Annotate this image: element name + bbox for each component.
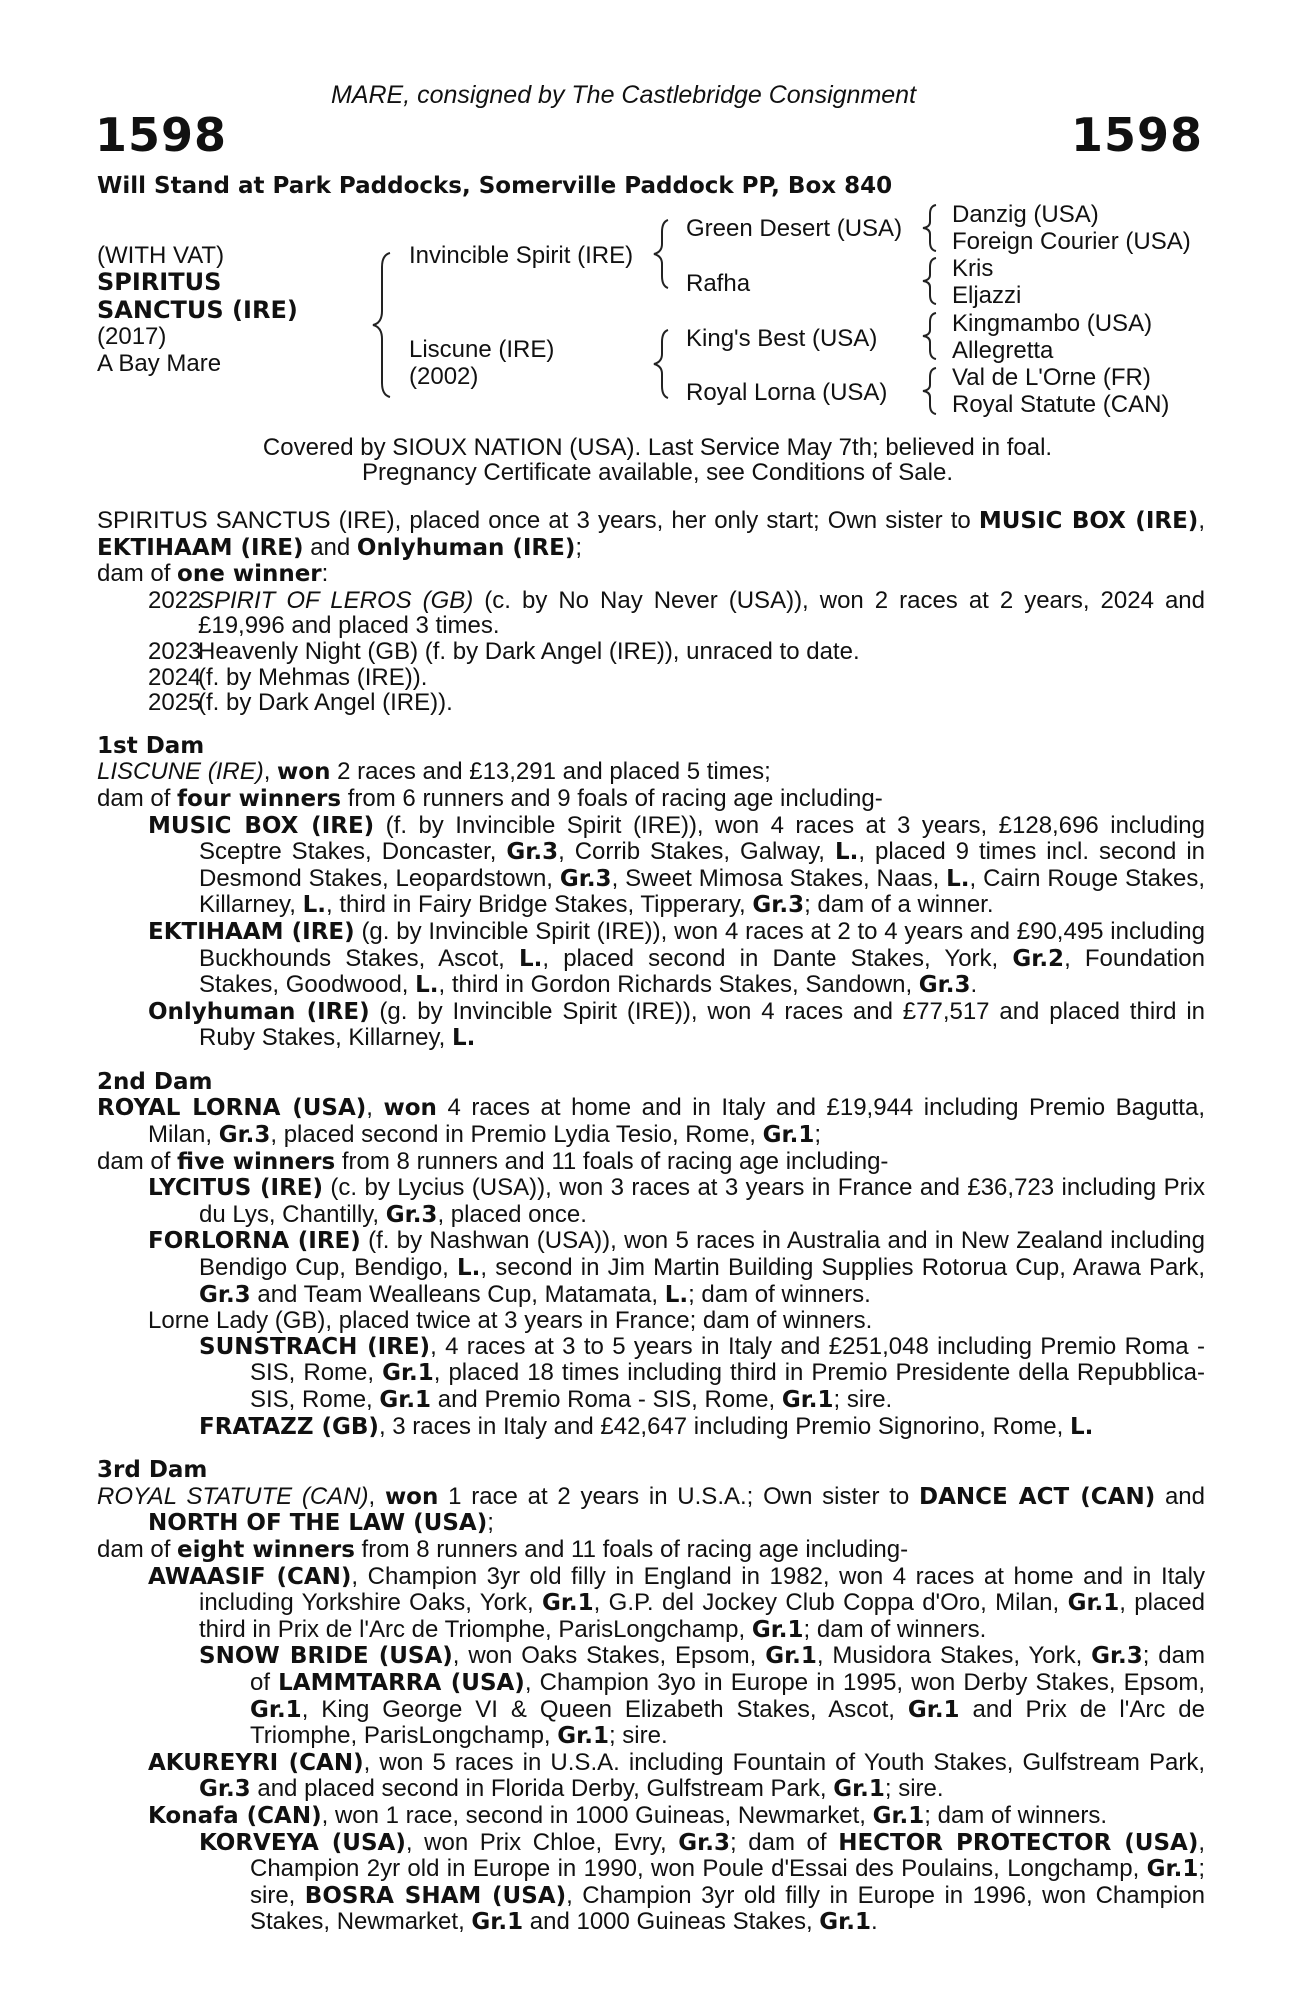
third-dam-summary: ROYAL STATUTE (CAN), won 1 race at 2 years in U.S.A.; Own sister to DANCE ACT (CAN) and NORTH OF THE LAW (USA); — [97, 1482, 1206, 1537]
lot-number-left: 1598 — [95, 108, 228, 162]
sibling-music-box: MUSIC BOX (IRE) — [978, 508, 1199, 534]
sire-dam-dam: Eljazzi — [952, 282, 1022, 309]
intro-paragraph: SPIRITUS SANCTUS (IRE), placed once at 3 years, her only start; Own sister to MUSIC BOX (IRE), EKTIHAAM (IRE) and Onlyhuman (IRE); — [97, 507, 1205, 561]
covered-line2: Pregnancy Certificate available, see Conditions of Sale. — [362, 459, 953, 486]
produce-entry: Onlyhuman (IRE) (g. by Invincible Spirit (IRE)), won 4 races and £77,517 and placed third in Ruby Stakes, Killarney, L. — [148, 997, 1205, 1052]
dam-dam-sire: Val de L'Orne (FR) — [952, 364, 1151, 391]
third-dam-heading: 3rd Dam — [97, 1457, 208, 1484]
second-dam-summary: ROYAL LORNA (USA), won 4 races at home and in Italy and £19,944 including Premio Bagutta, Milan, Gr.3, placed second in Premio Lydia Tesio, Rome, Gr.1; — [97, 1094, 1205, 1149]
pedigree-brace-sire — [648, 214, 678, 294]
sire-dam: Rafha — [686, 270, 751, 297]
horse-year: (2017) — [97, 323, 167, 350]
consignor-subtitle: MARE, consigned by The Castlebridge Consignment — [331, 81, 917, 109]
produce-entry: AKUREYRI (CAN), won 5 races in U.S.A. including Fountain of Youth Stakes, Gulfstream Park, Gr.3 and placed second in Florida Derby, Gulfstream Park, Gr.1; sire. — [148, 1748, 1205, 1803]
pedigree-brace-ss — [916, 200, 944, 256]
produce-entry: Konafa (CAN), won 1 race, second in 1000 Guineas, Newmarket, Gr.1; dam of winners. — [148, 1801, 1108, 1829]
lot-number-right: 1598 — [1070, 108, 1203, 162]
covered-line1: Covered by SIOUX NATION (USA). Last Service May 7th; believed in foal. — [262, 434, 1053, 461]
grand-produce-entry: SNOW BRIDE (USA), won Oaks Stakes, Epsom, Gr.1, Musidora Stakes, York, Gr.3; dam of LAMMTARRA (USA), Champion 3yo in Europe in 1995, won Derby Stakes, Epsom, Gr.1, King George VI & Queen Elizabeth Stakes, Ascot, Gr.1 and Prix de l'Arc de Triomphe, ParisLongchamp, Gr.1; sire. — [199, 1642, 1206, 1750]
progeny-row: 2024 (f. by Mehmas (IRE)). — [148, 663, 428, 691]
pedigree-brace-sd — [916, 253, 944, 309]
dam-sire-sire: Kingmambo (USA) — [952, 310, 1153, 337]
dam-dam-dam: Royal Statute (CAN) — [952, 391, 1170, 418]
progeny-row: 2022 SPIRIT OF LEROS (GB) (c. by No Nay Never (USA)), won 2 races at 2 years, 2024 and £19,996 and placed 3 times. — [148, 586, 1206, 640]
pedigree-brace-ds — [916, 308, 944, 364]
sire-sire: Green Desert (USA) — [686, 215, 903, 242]
dam-dam: Royal Lorna (USA) — [686, 379, 888, 406]
progeny-row: 2023 Heavenly Night (GB) (f. by Dark Angel (IRE)), unraced to date. — [148, 637, 860, 665]
produce-entry: AWAASIF (CAN), Champion 3yr old filly in England in 1982, won 4 races at home and in Italy including Yorkshire Oaks, York, Gr.1, G.P. del Jockey Club Coppa d'Oro, Milan, Gr.1, placed third in Prix de l'Arc de Triomphe, ParisLongchamp, Gr.1; dam of winners. — [148, 1562, 1206, 1643]
first-dam-heading: 1st Dam — [97, 732, 205, 759]
pedigree-brace-dam — [648, 324, 678, 404]
sire-sire-sire: Danzig (USA) — [952, 201, 1099, 228]
produce-entry: MUSIC BOX (IRE) (f. by Invincible Spirit (IRE)), won 4 races at 3 years, £128,696 including Sceptre Stakes, Doncaster, Gr.3, Corrib Stakes, Galway, L., placed 9 times incl. second in Desmond Stakes, Leopardstown, Gr.3, Sweet Mimosa Stakes, Naas, L., Cairn Rouge Stakes, Killarney, L., third in Fairy Bridge Stakes, Tipperary, Gr.3; dam of a winner. — [148, 811, 1205, 919]
grand-produce-entry: SUNSTRACH (IRE), 4 races at 3 to 5 years in Italy and £251,048 including Premio Roma - SIS, Rome, Gr.1, placed 18 times including third in Premio Presidente della Repubblica-SIS, Rome, Gr.1 and Premio Roma - SIS, Rome, Gr.1; sire. — [199, 1332, 1206, 1413]
produce-entry: LYCITUS (IRE) (c. by Lycius (USA)), won 3 races at 3 years in France and £36,723 including Prix du Lys, Chantilly, Gr.3, placed once. — [148, 1174, 1205, 1228]
grand-produce-entry: KORVEYA (USA), won Prix Chloe, Evry, Gr.3; dam of HECTOR PROTECTOR (USA), Champion 2yr old in Europe in 1990, won Poule d'Essai des Poulains, Longchamp, Gr.1; sire, BOSRA SHAM (USA), Champion 3yr old filly in Europe in 1996, won Champion Stakes, Newmarket, Gr.1 and 1000 Guineas Stakes, Gr.1. — [199, 1828, 1206, 1936]
intro-dam-of: dam of one winner: — [97, 560, 329, 588]
horse-description: A Bay Mare — [97, 350, 222, 377]
produce-entry: EKTIHAAM (IRE) (g. by Invincible Spirit (IRE)), won 4 races at 2 to 4 years and £90,495 including Buckhounds Stakes, Ascot, L., placed second in Dante Stakes, York, Gr.2, Foundation Stakes, Goodwood, L., third in Gordon Richards Stakes, Sandown, Gr.3. — [148, 917, 1206, 999]
sire-name: Invincible Spirit (IRE) — [409, 242, 634, 269]
progeny-row: 2025 (f. by Dark Angel (IRE)). — [148, 689, 453, 717]
produce-entry: Lorne Lady (GB), placed twice at 3 years in France; dam of winners. — [148, 1307, 873, 1335]
sire-dam-sire: Kris — [952, 255, 994, 282]
sire-sire-dam: Foreign Courier (USA) — [952, 228, 1191, 255]
third-dam-produce: dam of eight winners from 8 runners and 11 foals of racing age including- — [97, 1535, 909, 1563]
grand-produce-entry: FRATAZZ (GB), 3 races in Italy and £42,647 including Premio Signorino, Rome, L. — [199, 1412, 1094, 1440]
dam-sire-dam: Allegretta — [952, 337, 1054, 364]
pedigree-brace-main — [360, 245, 400, 405]
horse-name-line2: SANCTUS (IRE) — [97, 296, 298, 324]
first-dam-summary: LISCUNE (IRE), won 2 races and £13,291 and placed 5 times; — [97, 758, 771, 786]
vat-label: (WITH VAT) — [97, 242, 225, 269]
sibling-onlyhuman: Onlyhuman (IRE) — [356, 534, 576, 561]
first-dam-produce: dam of four winners from 6 runners and 9 foals of racing age including- — [97, 784, 883, 812]
dam-year: (2002) — [409, 363, 479, 390]
horse-name-line1: SPIRITUS — [97, 268, 222, 296]
second-dam-produce: dam of five winners from 8 runners and 11 foals of racing age including- — [97, 1147, 889, 1175]
pedigree-brace-dd — [916, 363, 944, 419]
catalogue-body — [97, 508, 1205, 1936]
produce-entry: FORLORNA (IRE) (f. by Nashwan (USA)), won 5 races in Australia and in New Zealand including Bendigo Cup, Bendigo, L., second in Jim Martin Building Supplies Rotorua Cup, Arawa Park, Gr.3 and Team Wealleans Cup, Matamata, L.; dam of winners. — [148, 1227, 1205, 1308]
second-dam-heading: 2nd Dam — [97, 1068, 213, 1095]
dam-sire: King's Best (USA) — [686, 325, 878, 352]
stand-location: Will Stand at Park Paddocks, Somerville Paddock PP, Box 840 — [97, 173, 893, 199]
sibling-ektihaam: EKTIHAAM (IRE) — [97, 534, 304, 561]
dam-name: Liscune (IRE) — [409, 336, 555, 363]
